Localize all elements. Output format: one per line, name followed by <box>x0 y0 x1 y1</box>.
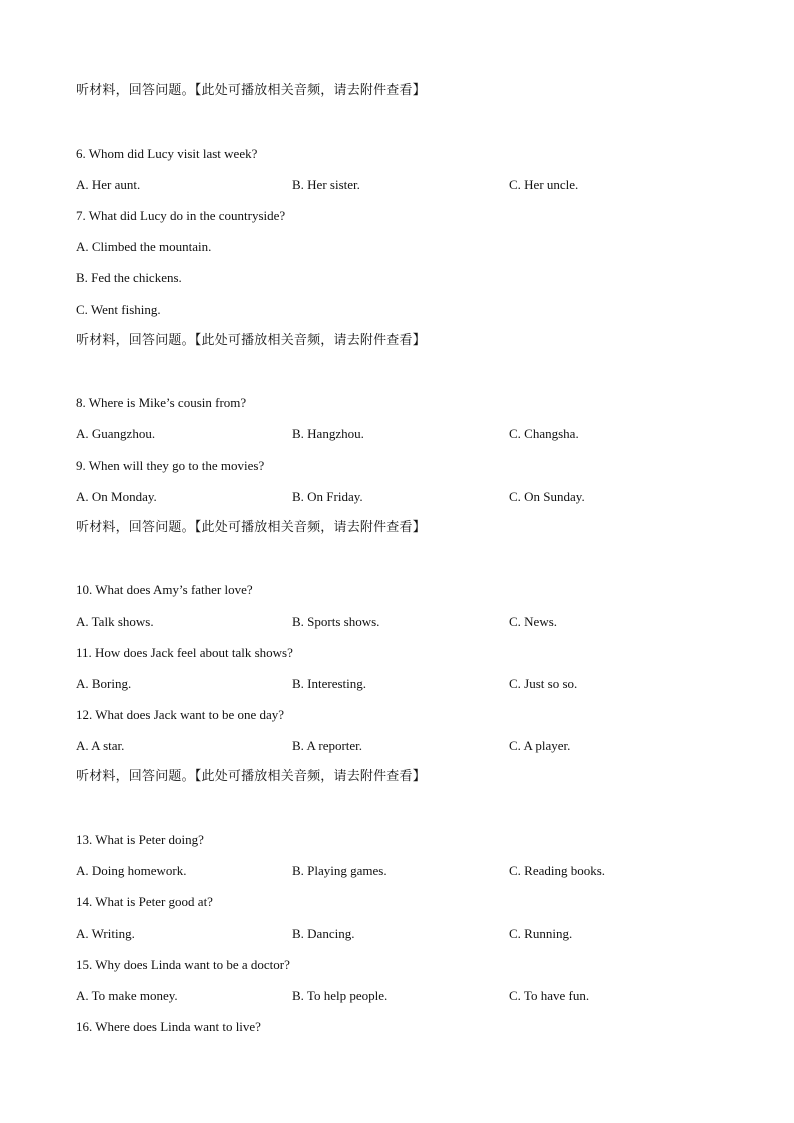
q12-option-a: A. A star. <box>76 738 125 753</box>
q15-option-b: B. To help people. <box>292 988 388 1003</box>
q8-option-b: B. Hangzhou. <box>292 426 364 441</box>
question-12: 12. What does Jack want to be one day? <box>76 707 285 722</box>
q9-option-b: B. On Friday. <box>292 489 363 504</box>
q10-option-b: B. Sports shows. <box>292 614 380 629</box>
q12-option-b: B. A reporter. <box>292 738 363 753</box>
listening-instruction: 听材料，回答问题。【此处可播放相关音频，请去附件查看】 <box>76 520 426 535</box>
q9-option-c: C. On Sunday. <box>509 489 585 504</box>
question-14: 14. What is Peter good at? <box>76 894 213 909</box>
listening-instruction: 听材料，回答问题。【此处可播放相关音频，请去附件查看】 <box>76 769 426 784</box>
q6-option-b: B. Her sister. <box>292 177 360 192</box>
q7-option-c: C. Went fishing. <box>76 302 161 317</box>
q14-option-b: B. Dancing. <box>292 926 355 941</box>
q10-option-c: C. News. <box>509 614 558 629</box>
q11-option-b: B. Interesting. <box>292 676 367 691</box>
q9-option-a: A. On Monday. <box>76 489 157 504</box>
q6-option-c: C. Her uncle. <box>509 177 579 192</box>
q15-option-c: C. To have fun. <box>509 988 590 1003</box>
question-16: 16. Where does Linda want to live? <box>76 1019 261 1034</box>
q11-option-c: C. Just so so. <box>509 676 578 691</box>
q6-option-a: A. Her aunt. <box>76 177 141 192</box>
question-13: 13. What is Peter doing? <box>76 832 204 847</box>
q8-option-c: C. Changsha. <box>509 426 579 441</box>
question-8: 8. Where is Mike’s cousin from? <box>76 395 247 410</box>
question-15: 15. Why does Linda want to be a doctor? <box>76 957 290 972</box>
question-10: 10. What does Amy’s father love? <box>76 582 253 597</box>
listening-instruction: 听材料，回答问题。【此处可播放相关音频，请去附件查看】 <box>76 83 426 98</box>
q10-option-a: A. Talk shows. <box>76 614 154 629</box>
question-6: 6. Whom did Lucy visit last week? <box>76 146 258 161</box>
q14-option-a: A. Writing. <box>76 926 135 941</box>
q12-option-c: C. A player. <box>509 738 571 753</box>
q11-option-a: A. Boring. <box>76 676 132 691</box>
q13-option-a: A. Doing homework. <box>76 863 187 878</box>
q15-option-a: A. To make money. <box>76 988 178 1003</box>
q7-option-b: B. Fed the chickens. <box>76 270 182 285</box>
question-9: 9. When will they go to the movies? <box>76 458 265 473</box>
q13-option-c: C. Reading books. <box>509 863 606 878</box>
q7-option-a: A. Climbed the mountain. <box>76 239 212 254</box>
q13-option-b: B. Playing games. <box>292 863 387 878</box>
listening-instruction: 听材料，回答问题。【此处可播放相关音频，请去附件查看】 <box>76 333 426 348</box>
q8-option-a: A. Guangzhou. <box>76 426 156 441</box>
question-7: 7. What did Lucy do in the countryside? <box>76 208 286 223</box>
question-11: 11. How does Jack feel about talk shows? <box>76 645 293 660</box>
q14-option-c: C. Running. <box>509 926 573 941</box>
